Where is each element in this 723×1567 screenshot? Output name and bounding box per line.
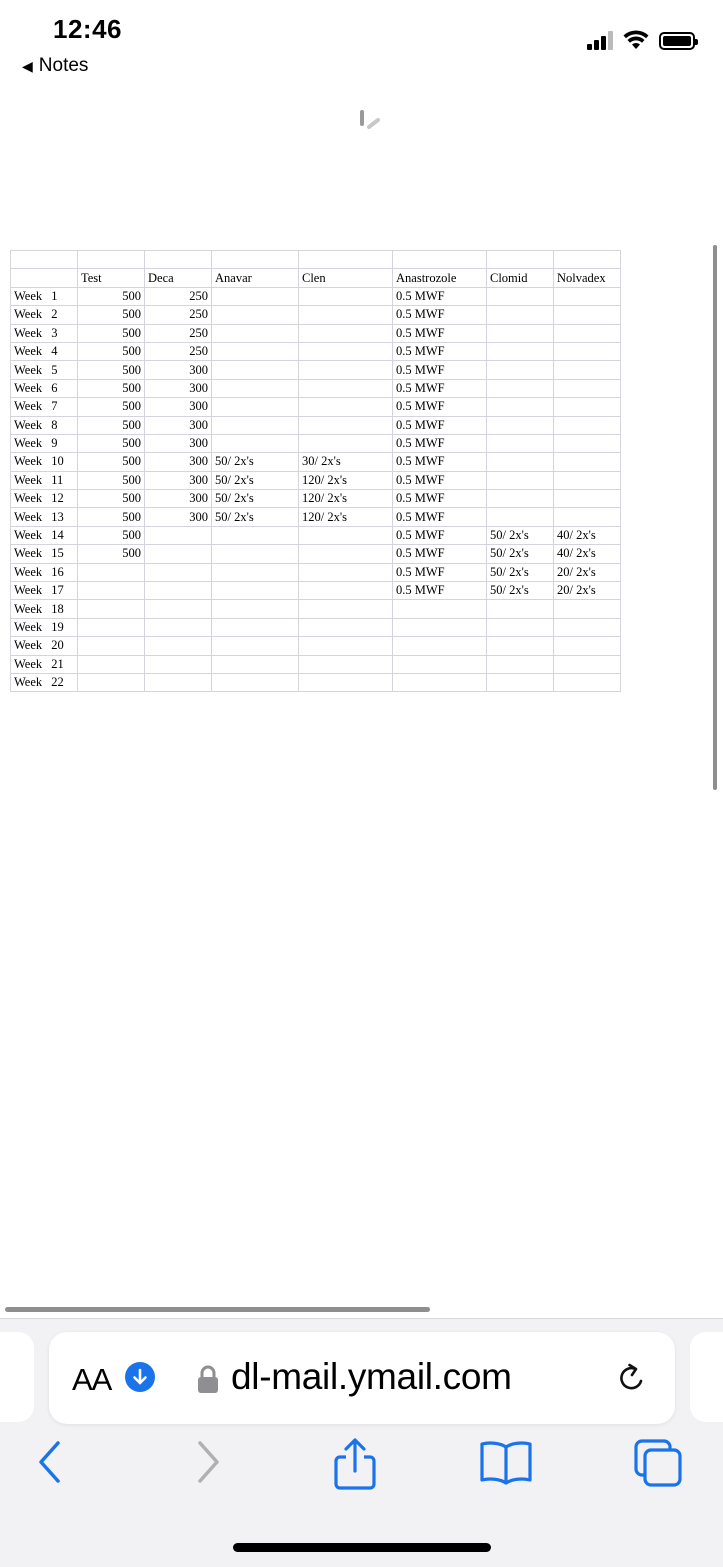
- table-row: [11, 618, 621, 636]
- previous-tab-preview[interactable]: [0, 1332, 34, 1422]
- table-cell: 300: [145, 398, 212, 416]
- week-label-cell: Week 15: [11, 545, 78, 563]
- table-cell: [554, 655, 621, 673]
- column-header: Deca: [145, 269, 212, 287]
- week-label-cell: Week 18: [11, 600, 78, 618]
- week-label-cell: Week 16: [11, 563, 78, 581]
- table-cell: 500: [78, 434, 145, 452]
- table-cell: 0.5 MWF: [393, 342, 487, 360]
- table-cell: 500: [78, 324, 145, 342]
- table-cell: [78, 655, 145, 673]
- table-cell: [393, 673, 487, 691]
- loading-spinner-icon: [356, 108, 384, 134]
- table-cell: [145, 563, 212, 581]
- table-cell: [145, 526, 212, 544]
- table-cell: [299, 361, 393, 379]
- table-cell: [78, 563, 145, 581]
- table-cell: [145, 545, 212, 563]
- table-cell: 500: [78, 398, 145, 416]
- column-header: Clomid: [487, 269, 554, 287]
- table-cell: [78, 618, 145, 636]
- table-cell: [145, 673, 212, 691]
- table-cell: [299, 655, 393, 673]
- table-cell: 50/ 2x's: [212, 490, 299, 508]
- page-settings-button[interactable]: AA: [72, 1362, 112, 1397]
- table-cell: 120/ 2x's: [299, 490, 393, 508]
- week-label-cell: Week 21: [11, 655, 78, 673]
- reload-icon[interactable]: [615, 1361, 649, 1395]
- table-cell: [554, 673, 621, 691]
- table-cell: [299, 306, 393, 324]
- table-cell: [487, 618, 554, 636]
- table-row: [11, 490, 621, 508]
- table-cell: [487, 306, 554, 324]
- downloads-icon[interactable]: [125, 1362, 155, 1392]
- table-cell: [145, 655, 212, 673]
- week-label-cell: Week 4: [11, 342, 78, 360]
- table-cell: [212, 306, 299, 324]
- week-label-cell: Week 17: [11, 582, 78, 600]
- table-cell: 500: [78, 379, 145, 397]
- column-header: Anavar: [212, 269, 299, 287]
- week-label-cell: Week 19: [11, 618, 78, 636]
- table-cell: [554, 361, 621, 379]
- week-label-cell: Week 9: [11, 434, 78, 452]
- table-cell: [212, 342, 299, 360]
- table-cell: [299, 379, 393, 397]
- table-row: [11, 361, 621, 379]
- table-cell: 50/ 2x's: [487, 563, 554, 581]
- column-header: Anastrozole: [393, 269, 487, 287]
- table-cell: 500: [78, 490, 145, 508]
- table-cell: [487, 324, 554, 342]
- table-cell: 500: [78, 526, 145, 544]
- table-cell: [487, 453, 554, 471]
- table-cell: [487, 471, 554, 489]
- table-cell: [212, 582, 299, 600]
- table-cell: [212, 287, 299, 305]
- vertical-scrollbar[interactable]: [713, 245, 717, 790]
- table-cell: 250: [145, 324, 212, 342]
- table-row: [11, 434, 621, 452]
- table-cell: [145, 637, 212, 655]
- week-label-cell: Week 7: [11, 398, 78, 416]
- week-label-cell: Week 22: [11, 673, 78, 691]
- table-cell: [299, 563, 393, 581]
- table-cell: [554, 471, 621, 489]
- table-cell: 0.5 MWF: [393, 526, 487, 544]
- table-cell: [487, 287, 554, 305]
- table-cell: [212, 563, 299, 581]
- table-cell: [487, 361, 554, 379]
- next-tab-preview[interactable]: [690, 1332, 723, 1422]
- battery-icon: [659, 32, 695, 50]
- table-cell: [299, 526, 393, 544]
- table-row: [11, 673, 621, 691]
- table-cell: [487, 508, 554, 526]
- table-cell: 50/ 2x's: [487, 582, 554, 600]
- share-icon[interactable]: [332, 1437, 378, 1491]
- table-cell: [212, 398, 299, 416]
- table-cell: [554, 342, 621, 360]
- table-row: [11, 398, 621, 416]
- home-indicator[interactable]: [233, 1543, 491, 1552]
- table-cell: 120/ 2x's: [299, 508, 393, 526]
- table-cell: [487, 673, 554, 691]
- table-row: [11, 508, 621, 526]
- table-cell: 300: [145, 490, 212, 508]
- week-label-cell: Week 8: [11, 416, 78, 434]
- week-label-cell: Week 3: [11, 324, 78, 342]
- table-cell: 300: [145, 416, 212, 434]
- table-cell: 0.5 MWF: [393, 490, 487, 508]
- table-cell: 0.5 MWF: [393, 306, 487, 324]
- cellular-signal-icon: [587, 30, 613, 50]
- table-cell: [487, 490, 554, 508]
- table-blank-row: [11, 251, 621, 269]
- table-row: [11, 563, 621, 581]
- week-label-cell: Week 14: [11, 526, 78, 544]
- table-cell: [487, 416, 554, 434]
- back-app-label: Notes: [38, 55, 89, 76]
- table-cell: [487, 379, 554, 397]
- table-cell: [554, 324, 621, 342]
- table-cell: 0.5 MWF: [393, 398, 487, 416]
- table-cell: [554, 490, 621, 508]
- table-cell: 500: [78, 342, 145, 360]
- table-cell: 300: [145, 434, 212, 452]
- table-cell: 300: [145, 453, 212, 471]
- table-row: [11, 416, 621, 434]
- table-cell: 250: [145, 306, 212, 324]
- horizontal-scrollbar[interactable]: [5, 1307, 430, 1312]
- table-cell: 300: [145, 508, 212, 526]
- table-cell: 500: [78, 416, 145, 434]
- week-label-cell: Week 12: [11, 490, 78, 508]
- table-cell: [299, 434, 393, 452]
- status-time: 12:46: [53, 14, 122, 44]
- table-row: [11, 306, 621, 324]
- table-row: [11, 379, 621, 397]
- table-cell: [299, 342, 393, 360]
- table-cell: 0.5 MWF: [393, 582, 487, 600]
- table-cell: [212, 526, 299, 544]
- table-cell: [299, 618, 393, 636]
- table-cell: [78, 582, 145, 600]
- table-cell: [78, 637, 145, 655]
- table-cell: [393, 655, 487, 673]
- column-header: Nolvadex: [554, 269, 621, 287]
- table-row: [11, 471, 621, 489]
- bookmarks-icon[interactable]: [478, 1437, 534, 1487]
- column-header: Test: [78, 269, 145, 287]
- table-cell: [212, 655, 299, 673]
- back-chevron-icon[interactable]: [34, 1437, 66, 1487]
- table-cell: 40/ 2x's: [554, 526, 621, 544]
- table-cell: 300: [145, 471, 212, 489]
- table-cell: [145, 582, 212, 600]
- table-cell: [299, 637, 393, 655]
- table-cell: [554, 287, 621, 305]
- table-cell: [487, 434, 554, 452]
- table-cell: [487, 637, 554, 655]
- table-cell: [212, 618, 299, 636]
- table-cell: 120/ 2x's: [299, 471, 393, 489]
- table-cell: [212, 361, 299, 379]
- table-cell: 0.5 MWF: [393, 453, 487, 471]
- table-row: [11, 582, 621, 600]
- table-cell: [487, 655, 554, 673]
- table-cell: 250: [145, 342, 212, 360]
- table-cell: 0.5 MWF: [393, 324, 487, 342]
- table-cell: [299, 324, 393, 342]
- table-cell: 50/ 2x's: [212, 471, 299, 489]
- table-cell: [487, 398, 554, 416]
- table-cell: 500: [78, 287, 145, 305]
- week-label-cell: Week 2: [11, 306, 78, 324]
- table-row: [11, 342, 621, 360]
- table-cell: 500: [78, 471, 145, 489]
- table-cell: [212, 416, 299, 434]
- table-header-row: [11, 269, 621, 287]
- table-cell: [212, 673, 299, 691]
- week-label-cell: Week 1: [11, 287, 78, 305]
- table-cell: 0.5 MWF: [393, 508, 487, 526]
- week-label-cell: Week 5: [11, 361, 78, 379]
- table-cell: [78, 673, 145, 691]
- week-label-cell: Week 20: [11, 637, 78, 655]
- table-cell: [145, 618, 212, 636]
- status-icons: [587, 30, 695, 50]
- table-cell: [554, 416, 621, 434]
- table-cell: [299, 600, 393, 618]
- table-cell: [554, 398, 621, 416]
- tabs-icon[interactable]: [632, 1437, 684, 1489]
- table-row: [11, 526, 621, 544]
- table-cell: 20/ 2x's: [554, 563, 621, 581]
- table-cell: [212, 545, 299, 563]
- table-cell: 50/ 2x's: [212, 453, 299, 471]
- table-cell: [78, 600, 145, 618]
- table-cell: 0.5 MWF: [393, 545, 487, 563]
- table-row: [11, 453, 621, 471]
- table-cell: 0.5 MWF: [393, 379, 487, 397]
- table-cell: [212, 434, 299, 452]
- table-cell: [554, 434, 621, 452]
- table-cell: 300: [145, 361, 212, 379]
- table-cell: [487, 600, 554, 618]
- column-header: Clen: [299, 269, 393, 287]
- table-cell: [554, 508, 621, 526]
- table-cell: 500: [78, 306, 145, 324]
- table-row: [11, 600, 621, 618]
- table-cell: 30/ 2x's: [299, 453, 393, 471]
- table-cell: 0.5 MWF: [393, 563, 487, 581]
- table-cell: 50/ 2x's: [212, 508, 299, 526]
- table-cell: [554, 379, 621, 397]
- column-header: [11, 269, 78, 287]
- table-cell: [487, 342, 554, 360]
- table-cell: [554, 453, 621, 471]
- table-cell: [212, 379, 299, 397]
- table-cell: 250: [145, 287, 212, 305]
- table-cell: [145, 600, 212, 618]
- table-row: [11, 324, 621, 342]
- table-row: [11, 287, 621, 305]
- lock-icon: [197, 1364, 219, 1394]
- table-cell: [299, 673, 393, 691]
- table-cell: [554, 306, 621, 324]
- table-cell: 500: [78, 361, 145, 379]
- table-cell: [299, 398, 393, 416]
- week-label-cell: Week 11: [11, 471, 78, 489]
- table-cell: 500: [78, 508, 145, 526]
- table-cell: [299, 287, 393, 305]
- table-cell: [212, 324, 299, 342]
- table-cell: 0.5 MWF: [393, 287, 487, 305]
- table-cell: 0.5 MWF: [393, 361, 487, 379]
- table-row: [11, 637, 621, 655]
- table-row: [11, 655, 621, 673]
- table-cell: [554, 637, 621, 655]
- table-cell: [299, 545, 393, 563]
- table-cell: 50/ 2x's: [487, 545, 554, 563]
- table-row: [11, 545, 621, 563]
- table-cell: [554, 600, 621, 618]
- table-cell: 50/ 2x's: [487, 526, 554, 544]
- table-cell: 500: [78, 545, 145, 563]
- table-cell: [299, 582, 393, 600]
- back-triangle-icon: ◀: [22, 57, 33, 74]
- table-cell: [212, 600, 299, 618]
- table-cell: 0.5 MWF: [393, 416, 487, 434]
- table-cell: 0.5 MWF: [393, 471, 487, 489]
- table-cell: 40/ 2x's: [554, 545, 621, 563]
- address-bar[interactable]: [49, 1332, 675, 1424]
- table-cell: [393, 637, 487, 655]
- table-cell: 300: [145, 379, 212, 397]
- week-label-cell: Week 6: [11, 379, 78, 397]
- table-cell: [554, 618, 621, 636]
- forward-chevron-icon[interactable]: [192, 1437, 224, 1487]
- week-label-cell: Week 13: [11, 508, 78, 526]
- back-to-notes-link[interactable]: [22, 55, 88, 77]
- table-cell: 500: [78, 453, 145, 471]
- url-text[interactable]: dl-mail.ymail.com: [231, 1356, 512, 1397]
- table-cell: 0.5 MWF: [393, 434, 487, 452]
- table-cell: [299, 416, 393, 434]
- wifi-icon: [623, 30, 649, 50]
- week-label-cell: Week 10: [11, 453, 78, 471]
- table-cell: 20/ 2x's: [554, 582, 621, 600]
- table-cell: [393, 600, 487, 618]
- table-cell: [393, 618, 487, 636]
- table-cell: [212, 637, 299, 655]
- cycle-schedule-table: [10, 250, 621, 692]
